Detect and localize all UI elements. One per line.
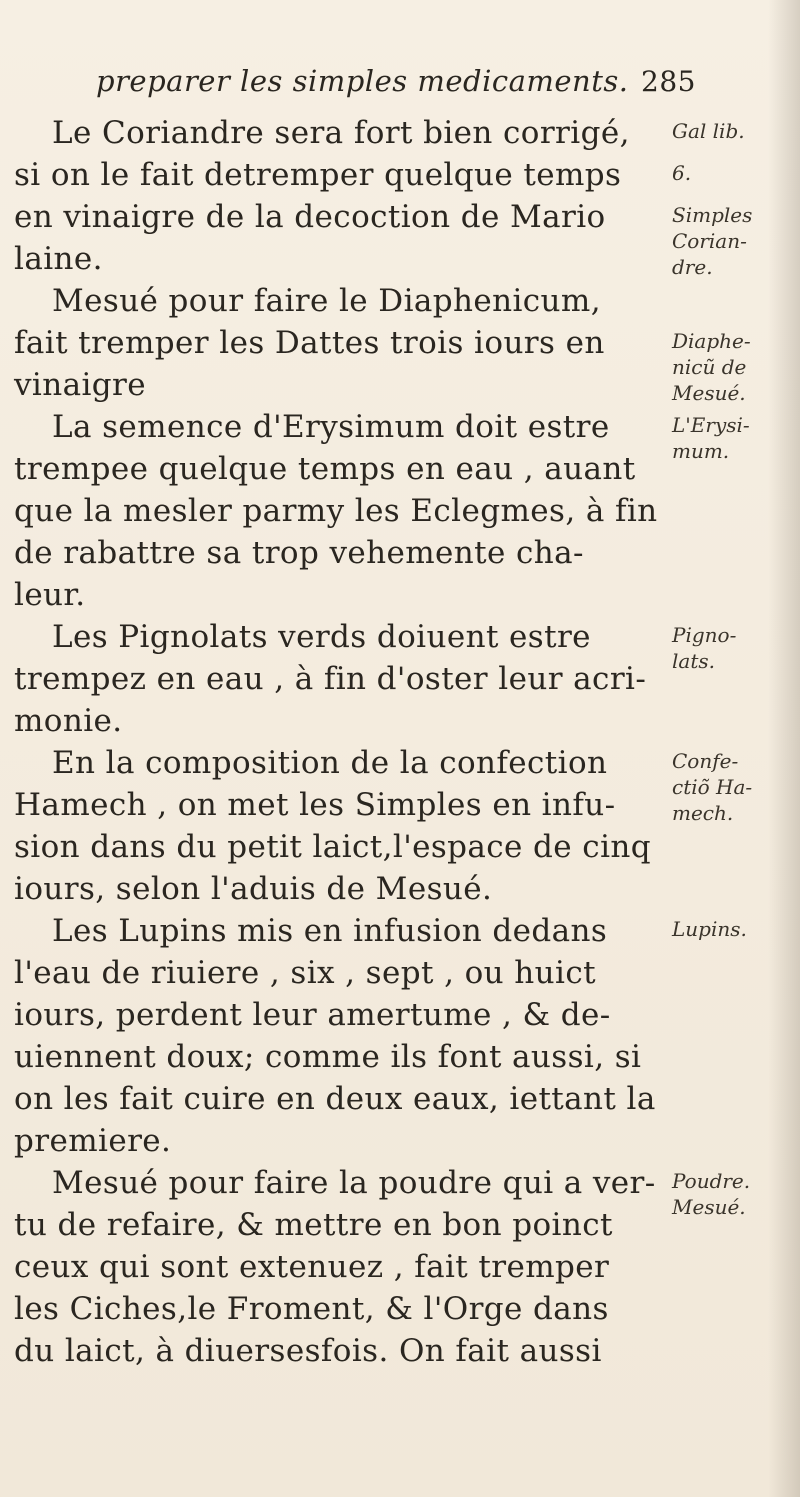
margin-note-line: nicũ de [672, 355, 747, 379]
margin-note-line: Mesué. [672, 381, 746, 405]
text-line: en vinaigre de la decoction de Mario [14, 199, 606, 235]
margin-note [672, 916, 747, 942]
text-line: trempez en eau , à fin d'oster leur acri- [14, 661, 647, 697]
running-head [96, 64, 696, 104]
margin-note [672, 160, 691, 186]
margin-note [672, 1168, 750, 1220]
margin-note-line: Corian- [672, 229, 747, 253]
text-line: En la composition de la confection [52, 745, 608, 781]
text-line: uiennent doux; comme ils font aussi, si [14, 1039, 642, 1075]
page-number: 285 [641, 65, 696, 98]
text-line: Mesué pour faire la poudre qui a ver- [52, 1165, 656, 1201]
text-line: si on le fait detremper quelque temps [14, 157, 622, 193]
margin-note-line: Poudre. [672, 1169, 751, 1193]
body-text [14, 112, 664, 1372]
text-line: La semence d'Erysimum doit estre [52, 409, 610, 445]
margin-note [672, 748, 752, 826]
margin-note-line: ctiõ Ha- [672, 775, 753, 799]
text-line: Mesué pour faire le Diaphenicum, [52, 283, 601, 319]
margin-note-line: Lupins. [672, 917, 747, 941]
margin-note [672, 118, 745, 144]
text-line: du laict, à diuersesfois. On fait aussi [14, 1333, 602, 1369]
text-line: ceux qui sont extenuez , fait tremper [14, 1249, 610, 1285]
margin-note [672, 622, 736, 674]
margin-note-line: Confe- [672, 749, 739, 773]
text-line: de rabattre sa trop vehemente cha- [14, 535, 584, 571]
margin-note-line: 6. [672, 161, 692, 185]
running-head-title: preparer les simples medicaments. [96, 64, 629, 98]
text-line: que la mesler parmy les Eclegmes, à fin [14, 493, 658, 529]
margin-note-line: Diaphe- [672, 329, 751, 353]
text-line: les Ciches,le Froment, & l'Orge dans [14, 1291, 609, 1327]
margin-note-line: Simples [672, 203, 753, 227]
text-line: sion dans du petit laict,l'espace de cinq [14, 829, 651, 865]
text-line: fait tremper les Dattes trois iours en [14, 325, 605, 361]
text-line: Les Lupins mis en infusion dedans [52, 913, 608, 949]
text-line: monie. [14, 703, 123, 739]
margin-note-line: dre. [672, 255, 713, 279]
margin-note-line: L'Erysi- [672, 413, 750, 437]
text-line: leur. [14, 577, 86, 613]
text-line: on les fait cuire en deux eaux, iettant la [14, 1081, 656, 1117]
margin-note-line: lats. [672, 649, 715, 673]
text-line: trempee quelque temps en eau , auant [14, 451, 636, 487]
text-line: iours, selon l'aduis de Mesué. [14, 871, 493, 907]
text-line: tu de refaire, & mettre en bon poinct [14, 1207, 613, 1243]
margin-note-line: mech. [672, 801, 734, 825]
margin-note [672, 328, 751, 406]
text-line: Les Pignolats verds doiuent estre [52, 619, 591, 655]
margin-note-line: mum. [672, 439, 730, 463]
margin-note-line: Pigno- [672, 623, 737, 647]
margin-note-line: Gal lib. [672, 119, 745, 143]
text-line: iours, perdent leur amertume , & de- [14, 997, 611, 1033]
margin-note [672, 412, 750, 464]
text-line: premiere. [14, 1123, 172, 1159]
margin-note [672, 202, 752, 280]
text-line: vinaigre [14, 367, 146, 403]
text-line: Le Coriandre sera fort bien corrigé, [52, 115, 630, 151]
text-line: l'eau de riuiere , six , sept , ou huict [14, 955, 596, 991]
text-line: Hamech , on met les Simples en infu- [14, 787, 616, 823]
text-line: laine. [14, 241, 103, 277]
margin-note-line: Mesué. [672, 1195, 746, 1219]
